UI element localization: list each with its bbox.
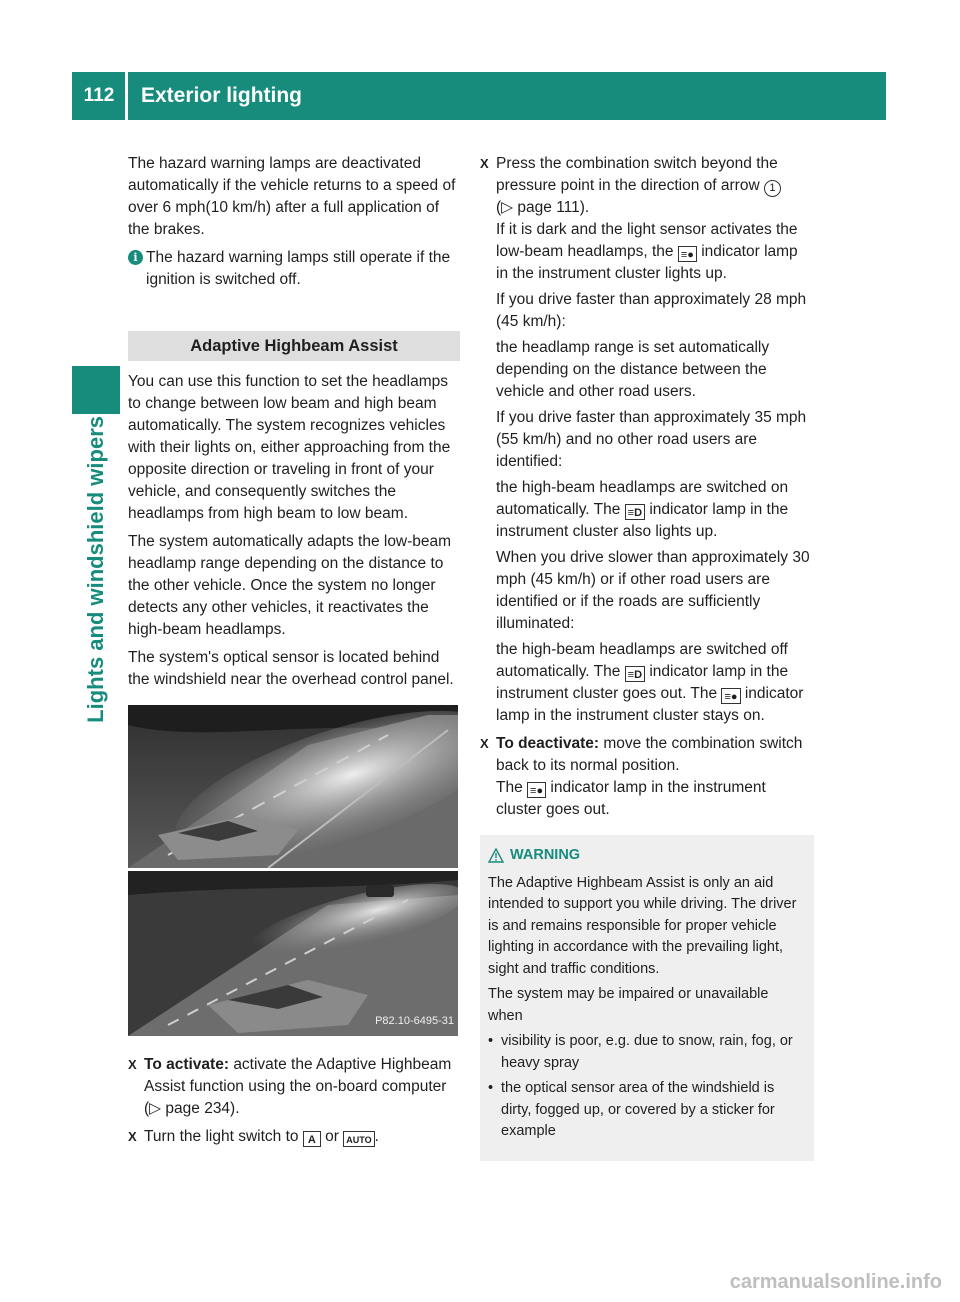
- warning-triangle-icon: [488, 848, 504, 863]
- info-text: The hazard warning lamps still operate if the ignition is switched off.: [146, 249, 451, 288]
- warning-box: [480, 835, 814, 1161]
- info-note: [128, 247, 460, 291]
- step-switch-end: .: [374, 1128, 379, 1145]
- deactivate-label: To deactivate:: [496, 735, 600, 752]
- warning-header: [488, 845, 806, 867]
- range-auto-text: the headlamp range is set automatically depending on the distance between the vehicle and other road users.: [496, 339, 770, 400]
- press-switch-text: Press the combination switch beyond the pressure point in the direction of arrow: [496, 155, 778, 194]
- step-press-switch: [480, 153, 814, 727]
- highbeam-on-text: the high-beam headlamps are switched on automatically. The: [496, 479, 789, 518]
- illustration-graphic: [128, 705, 458, 1036]
- speed-28-text: If you drive faster than approximately 28 mph (45 km/h):: [496, 291, 807, 330]
- deactivate-indicator-pre: The: [496, 779, 523, 796]
- header-divider: [125, 72, 128, 120]
- highbeam-illustration: [128, 705, 458, 1036]
- highbeam-indicator-icon: ≡D: [625, 666, 645, 682]
- highbeam-assist-indicator-icon: ≡●: [721, 688, 740, 704]
- section-title: Adaptive Highbeam Assist: [128, 331, 460, 361]
- right-column: [480, 153, 814, 1161]
- left-column: [128, 153, 460, 1154]
- step-deactivate: [480, 733, 814, 821]
- speed-30-text: When you drive slower than approximately 30 mph (45 km/h) or if other road users are identified or if the roads are sufficiently illuminated:: [496, 549, 810, 632]
- highbeam-off-end-text: indicator lamp in the instrument cluster stays on.: [496, 685, 804, 724]
- page-number: 112: [83, 85, 115, 106]
- switch-auto-symbol-icon: AUTO: [343, 1131, 374, 1147]
- sensor-paragraph: The system's optical sensor is located behind the windshield near the overhead control panel.: [128, 649, 454, 688]
- intro-paragraph: You can use this function to set the headlamps to change between low beam and high beam automatically. The system recognizes vehicles with their lights on, either approaching from the opposite direction or traveling in front of your vehicle, and consequently switches the headlamps from high beam to low beam.: [128, 373, 451, 522]
- warning-paragraph-1: The Adaptive Highbeam Assist is only an aid intended to support you while driving. The driver is and remains responsible for proper vehicle lighting in accordance with the prevailing light, sight and traffic conditions.: [488, 874, 797, 977]
- step-switch-or: or: [325, 1128, 339, 1145]
- page-ref-arrow-icon: ▷: [149, 1100, 162, 1117]
- deactivate-text: move the combination switch back to its normal position.: [496, 735, 803, 774]
- step-activate-label: To activate:: [144, 1056, 229, 1073]
- step-arrow-icon: X: [128, 1057, 137, 1072]
- warning-bullet-visibility: • visibility is poor, e.g. due to snow, rain, fog, or heavy spray: [488, 1031, 806, 1074]
- highbeam-on-indicator-text: indicator lamp in the instrument cluster also lights up.: [496, 501, 789, 540]
- page-ref-open: (: [496, 199, 502, 216]
- info-icon: i: [128, 250, 143, 265]
- page-ref-111: page 111).: [517, 199, 590, 216]
- step-arrow-icon: X: [480, 736, 489, 751]
- warning-title: WARNING: [510, 847, 581, 863]
- warning-bullet-sensor: • the optical sensor area of the windshield is dirty, fogged up, or covered by a sticker for example: [488, 1078, 806, 1143]
- step-activate-text: activate the Adaptive Highbeam Assist function using the on-board computer (: [144, 1056, 452, 1117]
- highbeam-indicator-icon: ≡D: [625, 504, 645, 520]
- highbeam-assist-indicator-icon: ≡●: [678, 246, 697, 262]
- watermark: carmanualsonline.info: [729, 1271, 942, 1293]
- deactivate-indicator-post: indicator lamp in the instrument cluster goes out.: [496, 779, 766, 818]
- figure-code: P82.10-6495-31: [375, 1015, 454, 1027]
- hazard-paragraph: The hazard warning lamps are deactivated automatically if the vehicle returns to a speed of over 6 mph(10 km/h) after a full application of the brakes.: [128, 155, 456, 238]
- lowbeam-activation-text: If it is dark and the light sensor activates the low-beam headlamps, the: [496, 221, 798, 260]
- highbeam-off-text: the high-beam headlamps are switched off automatically. The: [496, 641, 788, 680]
- step-arrow-icon: X: [480, 156, 489, 171]
- step-light-switch: [128, 1126, 460, 1148]
- highbeam-assist-indicator-icon: ≡●: [527, 782, 546, 798]
- warning-paragraph-2: The system may be impaired or unavailable when: [488, 986, 769, 1024]
- step-activate: [128, 1054, 460, 1120]
- step-arrow-icon: X: [128, 1129, 137, 1144]
- lowbeam-indicator-text: indicator lamp in the instrument cluster lights up.: [496, 243, 798, 282]
- highbeam-off-mid-text: indicator lamp in the instrument cluster goes out. The: [496, 663, 789, 702]
- speed-35-text: If you drive faster than approximately 35 mph (55 km/h) and no other road users are identified:: [496, 409, 807, 470]
- step-activate-ref: page 234).: [165, 1100, 240, 1117]
- lowbeam-paragraph: The system automatically adapts the low-beam headlamp range depending on the distance to the other vehicle. Once the system no longer detects any other vehicles, it reactivates the high-beam headlamps.: [128, 533, 452, 638]
- step-switch-text: Turn the light switch to: [144, 1128, 299, 1145]
- side-tab-label: Lights and windshield wipers: [83, 416, 108, 723]
- arrow-number-icon: 1: [764, 180, 781, 197]
- page-ref-arrow-icon: ▷: [501, 199, 514, 216]
- side-tab-marker: [72, 366, 120, 414]
- page-title: Exterior lighting: [141, 84, 303, 107]
- switch-a-symbol-icon: A: [303, 1131, 321, 1147]
